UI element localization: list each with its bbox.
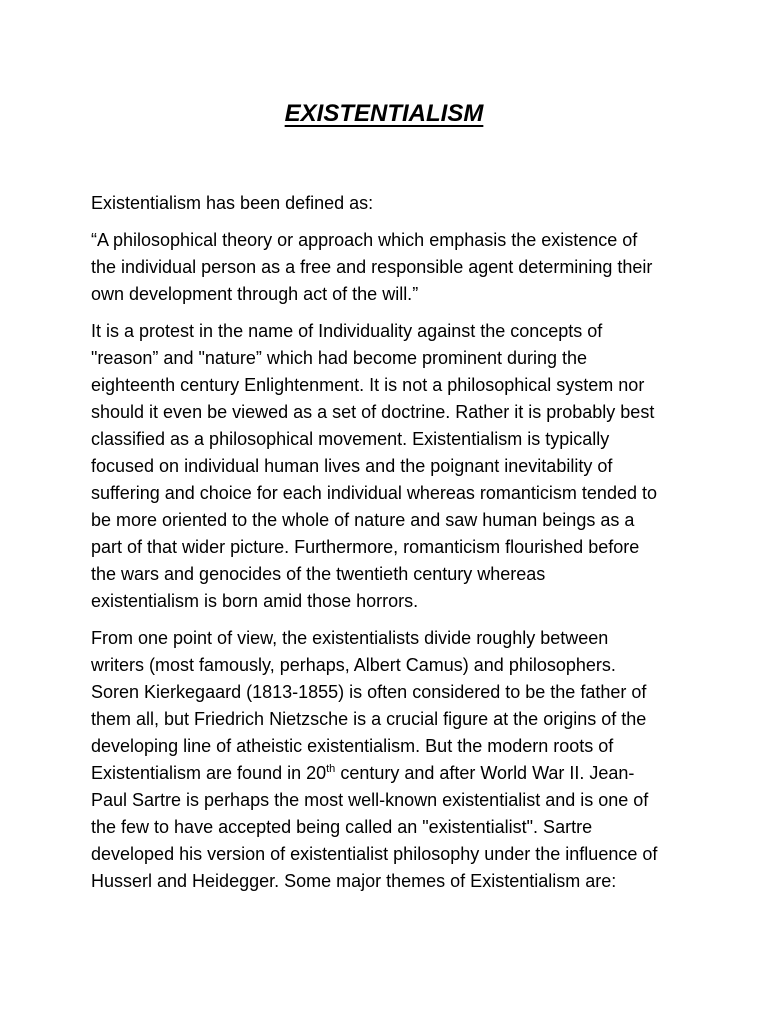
paragraph-line: From one point of view, the existentialists divide roughly between bbox=[91, 628, 609, 648]
paragraph-history bbox=[91, 625, 691, 895]
paragraph-line: It is a protest in the name of Individuality against the concepts of bbox=[91, 321, 603, 341]
paragraph-line: Paul Sartre is perhaps the most well-known existentialist and is one of bbox=[91, 790, 649, 810]
paragraph-line: be more oriented to the whole of nature and saw human beings as a bbox=[91, 510, 635, 530]
document-body bbox=[91, 190, 691, 905]
paragraph-line: developing line of atheistic existentialism. But the modern roots of bbox=[91, 736, 614, 756]
paragraph-line: "reason” and "nature” which had become prominent during the bbox=[91, 348, 588, 368]
quote-line: “A philosophical theory or approach which emphasis the existence of bbox=[91, 230, 638, 250]
paragraph-line: the wars and genocides of the twentieth century whereas bbox=[91, 564, 546, 584]
paragraph-line: Soren Kierkegaard (1813-1855) is often considered to be the father of bbox=[91, 682, 647, 702]
paragraph-line: should it even be viewed as a set of doctrine. Rather it is probably best bbox=[91, 402, 655, 422]
paragraph-line: suffering and choice for each individual whereas romanticism tended to bbox=[91, 483, 657, 503]
paragraph-line: developed his version of existentialist philosophy under the influence of bbox=[91, 844, 658, 864]
definition-quote bbox=[91, 227, 691, 308]
paragraph-line: focused on individual human lives and the poignant inevitability of bbox=[91, 456, 613, 476]
paragraph-line: the few to have accepted being called an "existentialist". Sartre bbox=[91, 817, 593, 837]
paragraph-line: classified as a philosophical movement. Existentialism is typically bbox=[91, 429, 610, 449]
paragraph-line: them all, but Friedrich Nietzsche is a crucial figure at the origins of the bbox=[91, 709, 647, 729]
intro-paragraph bbox=[91, 190, 691, 217]
line-text-before: Existentialism are found in 20 bbox=[91, 763, 327, 783]
paragraph-line-with-superscript bbox=[91, 760, 691, 787]
paragraph-line: existentialism is born amid those horrors. bbox=[91, 591, 419, 611]
quote-line: own development through act of the will.” bbox=[91, 284, 419, 304]
intro-line: Existentialism has been defined as: bbox=[91, 193, 374, 213]
paragraph-line: writers (most famously, perhaps, Albert Camus) and philosophers. bbox=[91, 655, 616, 675]
paragraph-line: Husserl and Heidegger. Some major themes of Existentialism are: bbox=[91, 871, 617, 891]
line-text-after: century and after World War II. Jean- bbox=[335, 763, 635, 783]
document-title: EXISTENTIALISM bbox=[284, 100, 484, 127]
paragraph-line: part of that wider picture. Furthermore, romanticism flourished before bbox=[91, 537, 640, 557]
ordinal-superscript: th bbox=[326, 763, 336, 775]
paragraph-protest bbox=[91, 318, 691, 615]
paragraph-line: eighteenth century Enlightenment. It is not a philosophical system nor bbox=[91, 375, 645, 395]
quote-line: the individual person as a free and responsible agent determining their bbox=[91, 257, 653, 277]
